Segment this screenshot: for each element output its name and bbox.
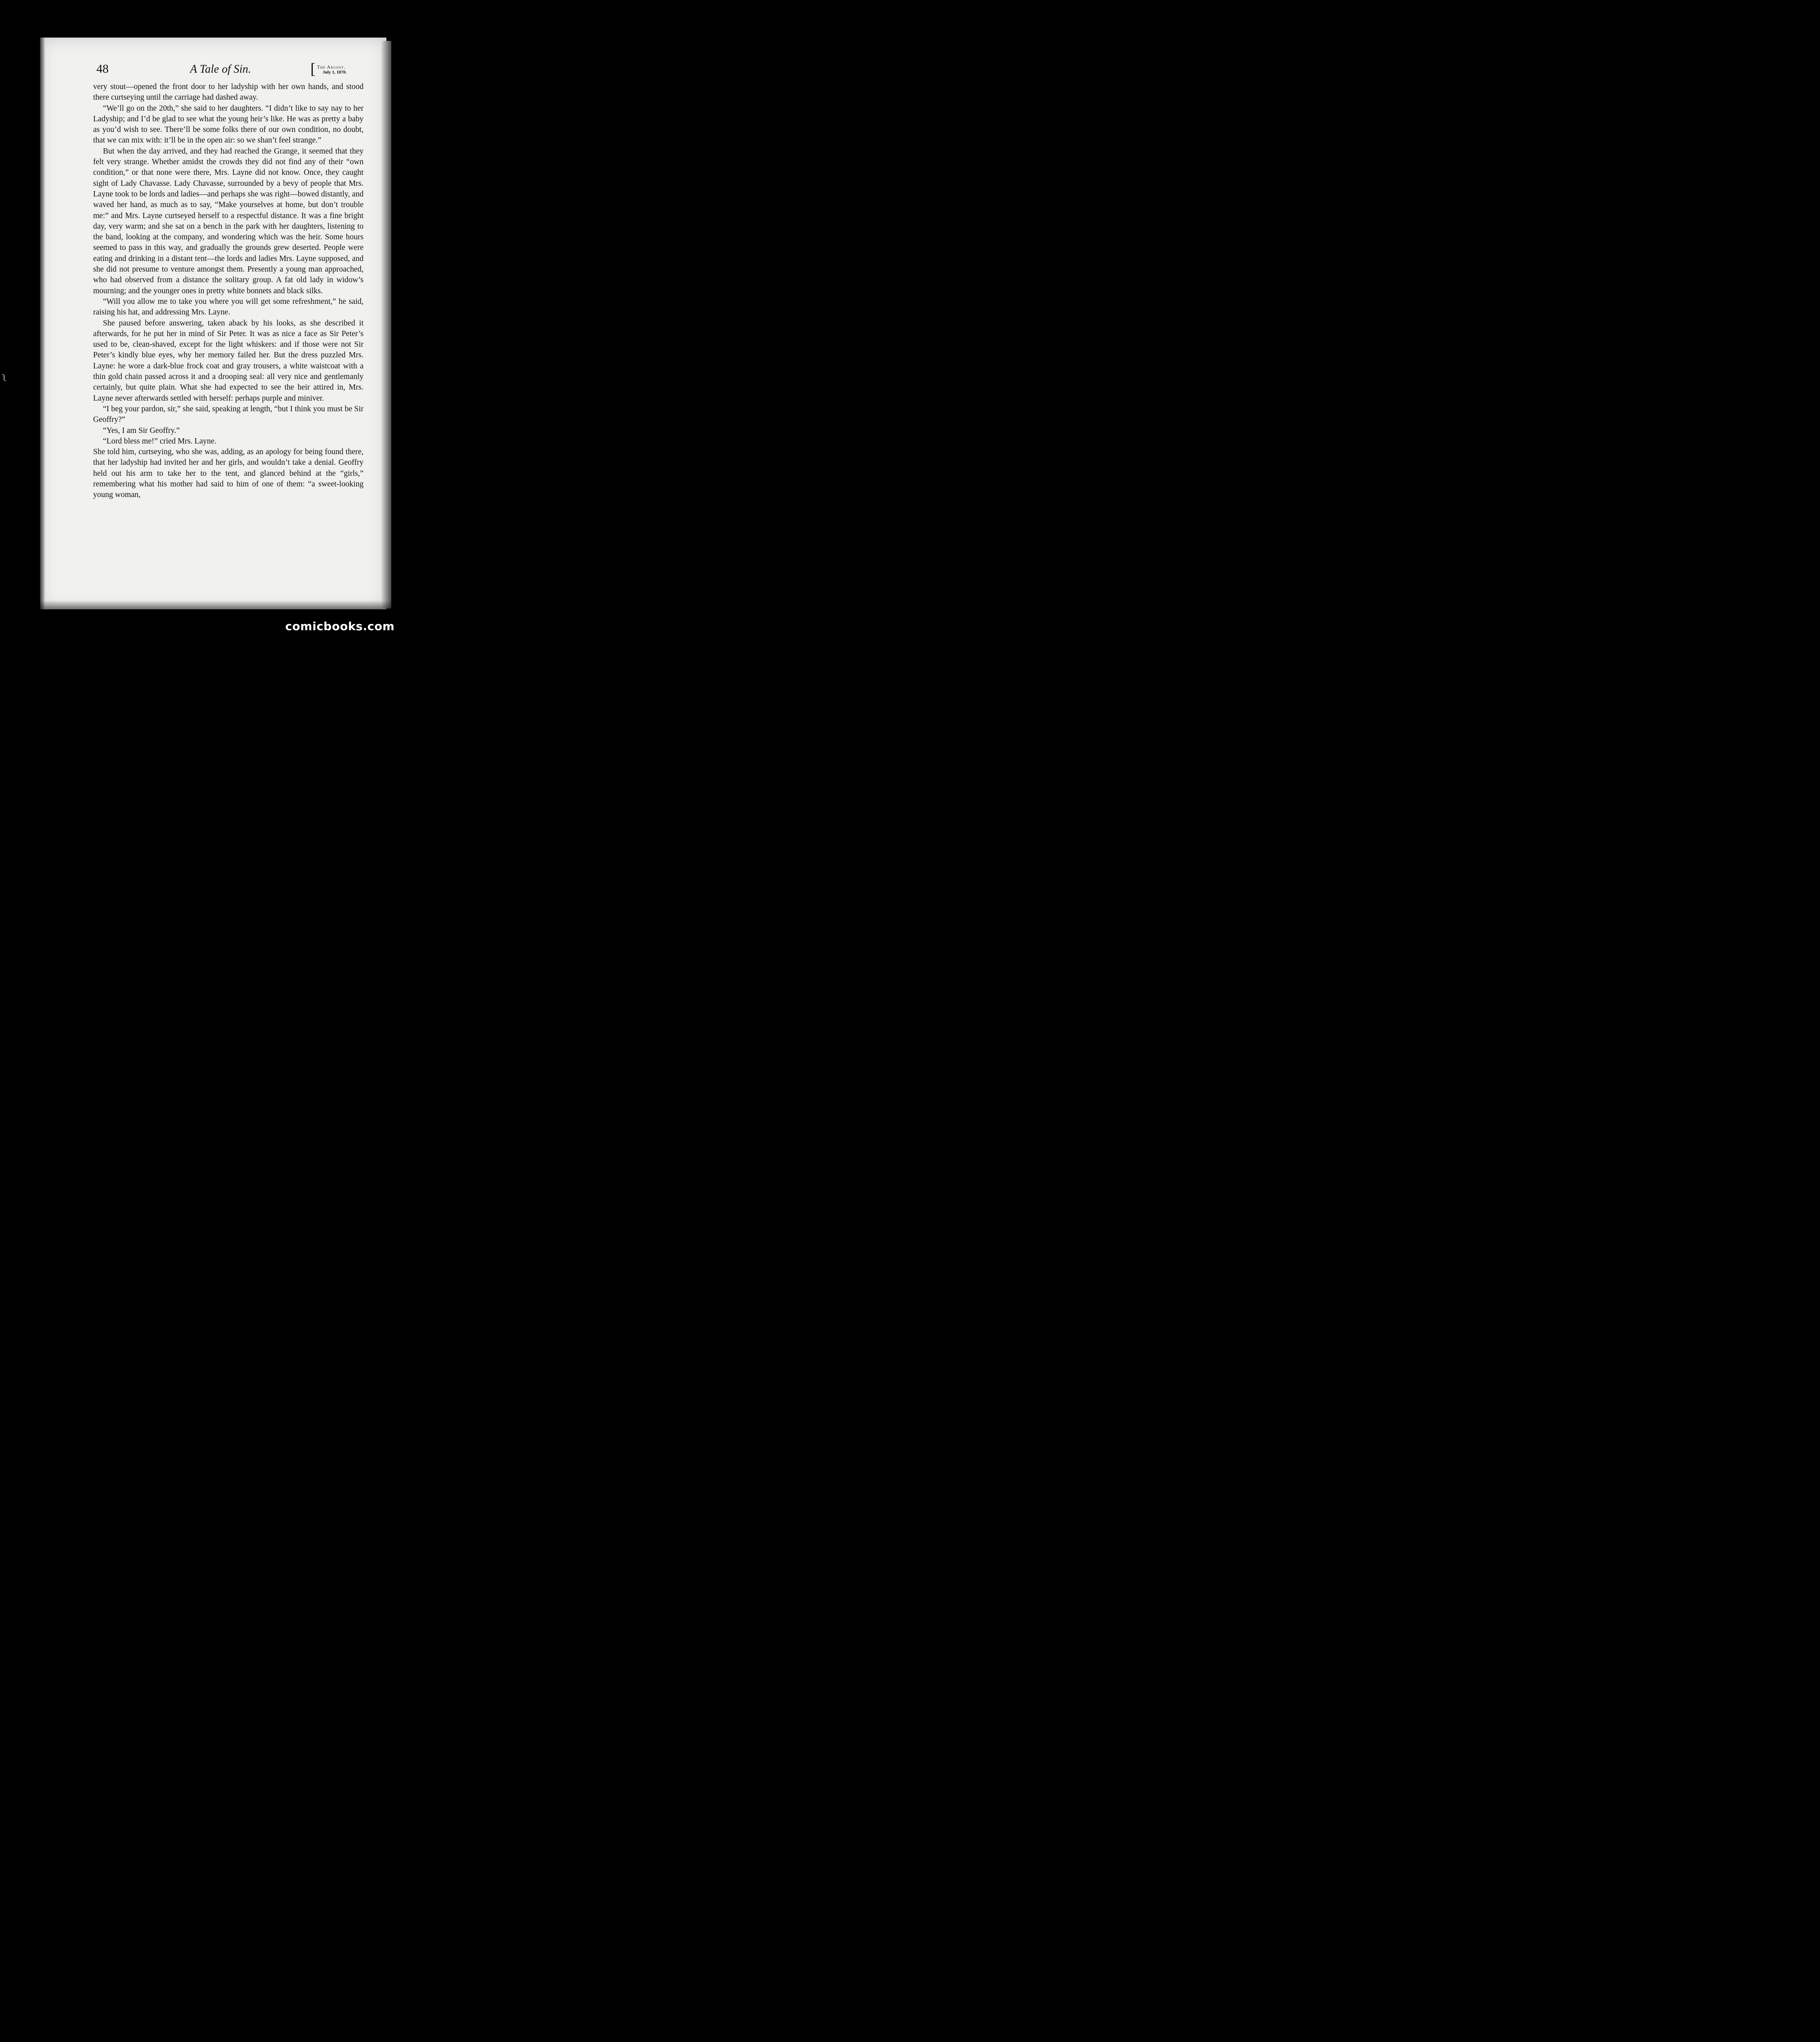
running-title-text: A Tale of Sin. xyxy=(190,63,251,76)
body-text xyxy=(93,82,364,501)
paragraph: She paused before answering, taken aback by his looks, as she described it afterwards, for he put her in mind of Sir Peter. It was as nice a face as Sir Peter’s used to be, clean-shaved, except for the light whiskers: and if those were not Sir Peter’s kindly blue eyes, why her memory failed her. But the dress puzzled Mrs. Layne: he wore a dark-blue frock coat and gray trousers, a white waistcoat with a thin gold chain passed across it and a drooping seal: all very nice and gentlemanly certainly, but quite plain. What she had expected to see the heir attired in, Mrs. Layne never afterwards settled with herself: perhaps purple and miniver. xyxy=(93,319,364,403)
watermark: comicbooks.com xyxy=(285,620,395,633)
paragraph: But when the day arrived, and they had reached the Grange, it seemed that they felt very strange. Whether amidst the crowds they did not find any of their “own condition,” or that none were there, Mrs. Layne did not know. Once, they caught sight of Lady Chavasse. Lady Chavasse, surrounded by a bevy of people that Mrs. Layne took to be lords and ladies—and perhaps she was right—bowed distantly, and waved her hand, as much as to say, “Make yourselves at home, but don’t trouble me:” and Mrs. Layne curtseyed herself to a respectful distance. It was a fine bright day, very warm; and she sat on a bench in the park with her daughters, listening to the band, looking at the company, and wondering which was the heir. Some hours seemed to pass in this way, and gradually the grounds grew deserted. People were eating and drinking in a distant tent—the lords and ladies Mrs. Layne supposed, and she did not presume to venture amongst them. Presently a young man approached, who had observed from a distance the solitary group. A fat old lady in widow’s mourning; and the younger ones in pretty white bonnets and black silks. xyxy=(93,147,364,295)
issue-date: July 1, 1870. xyxy=(323,70,347,75)
margin-mark: ʅ xyxy=(2,373,7,383)
paragraph: “Yes, I am Sir Geoffry.” xyxy=(103,426,180,435)
running-header xyxy=(40,62,386,78)
paragraph: “Lord bless me!” cried Mrs. Layne. xyxy=(103,437,216,446)
paragraph: “We’ll go on the 20th,” she said to her daughters. “I didn’t like to say nay to her Ladyship; and I’d be glad to see what the young heir’s like. He was as pretty a baby as you’d wish to see. There’ll be some folks there of our own condition, no doubt, that we can mix with: it’ll be in the open air: so we shan’t feel strange.” xyxy=(93,104,364,145)
scan-background xyxy=(0,0,404,640)
paragraph: “Will you allow me to take you where you will get some refreshment,” he said, raising his hat, and addressing Mrs. Layne. xyxy=(93,297,364,317)
paragraph: “I beg your pardon, sir,” she said, speaking at length, “but I think you must be Sir Geoffry?” xyxy=(93,404,364,424)
header-bracket: [ xyxy=(310,60,316,78)
issue-info xyxy=(315,65,364,75)
page-gutter-shadow xyxy=(40,38,45,609)
paragraph: She told him, curtseying, who she was, adding, as an apology for being found there, that her ladyship had invited her and her girls, and wouldn’t take a denial. Geoffry held out his arm to take her to the tent, and glanced behind at the “girls,” remembering what his mother had said to him of one of them: “a sweet-looking young woman, xyxy=(93,448,364,499)
page-edge-shadow xyxy=(381,41,391,609)
paragraph: very stout—opened the front door to her ladyship with her own hands, and stood there curtseying until the carriage had dashed away. xyxy=(93,82,364,102)
page-number: 48 xyxy=(96,62,109,76)
magazine-name: The Argosy. xyxy=(317,64,346,70)
page-bottom-shadow xyxy=(40,600,391,610)
